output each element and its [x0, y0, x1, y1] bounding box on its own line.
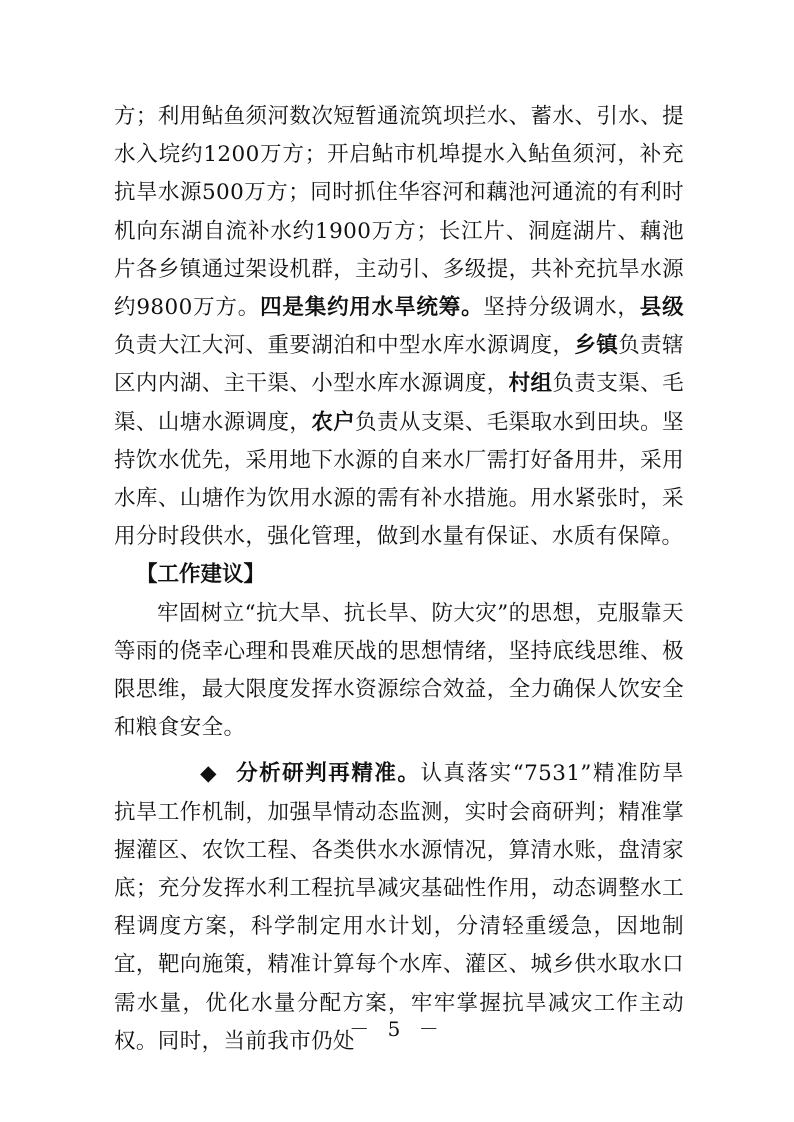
- county-level-label: 县级: [639, 295, 684, 321]
- paragraph-text: 认真落实“7531”精准防旱抗旱工作机制，加强旱情动态监测，实时会商研判；精准掌握灌区、农饮工程、各类供水水源情况，算清水账，盘清家底；充分发挥水利工程抗旱减灾基础性作用，动态调整水工程调度方案，科学制定用水计划，分清轻重缓急，因地制宜，靶向施策，精准计算每个水库、灌区、城乡供水取水口需水量，优化水量分配方案，牢牢掌握抗旱减灾工作主动权。同时，当前我市仍处: [114, 761, 684, 1054]
- page-number: － 5 －: [349, 1017, 445, 1041]
- farmer-level-label: 农户: [311, 409, 356, 435]
- paragraph-text: 负责辖区内内湖、主干渠、小型水库水源调度，: [114, 333, 684, 397]
- town-level-label: 乡镇: [574, 333, 619, 359]
- village-level-label: 村组: [508, 371, 553, 397]
- page-content: [114, 98, 684, 1061]
- spacer: [114, 747, 684, 755]
- paragraph-text: 坚持分级调水，: [483, 295, 640, 321]
- paragraph-text: 方；利用鲇鱼须河数次短暂通流筑坝拦水、蓄水、引水、提水入垸约1200万方；开启鲇市机埠提水入鲇鱼须河，补充抗旱水源500万方；同时抓住华容河和藕池河通流的有利时机向东湖自流补水约1900万方；长江片、洞庭湖片、藕池片各乡镇通过架设机群，主动引、多级提，共补充抗旱水源约9800万方。: [114, 104, 684, 321]
- paragraph-suggestion-intro: 牢固树立“抗大旱、抗长旱、防大灾”的思想，克服靠天等雨的侥幸心理和畏难厌战的思想情绪，坚持底线思维、极限思维，最大限度发挥水资源综合效益，全力确保人饮安全和粮食安全。: [114, 600, 684, 741]
- point-four-title: 四是集约用水旱统筹。: [260, 295, 484, 321]
- paragraph-text: 负责大江大河、重要湖泊和中型水库水源调度，: [114, 333, 575, 359]
- analysis-title: 分析研判再精准。: [234, 761, 421, 787]
- section-heading-work-suggestions: 【工作建议】: [136, 562, 266, 588]
- paragraph-water-supply: [114, 98, 684, 556]
- paragraph-text: 负责从支渠、毛渠取水到田块。坚持饮水优先，采用地下水源的自来水厂需打好备用井，采用水库、山塘作为饮用水源的需有补水措施。用水紧张时，采用分时段供水，强化管理，做到水量有保证、水质有保障。: [114, 409, 684, 550]
- paragraph-text: 负责支渠、毛渠、山塘水源调度，: [114, 371, 685, 435]
- diamond-bullet-icon: ◆: [200, 761, 217, 787]
